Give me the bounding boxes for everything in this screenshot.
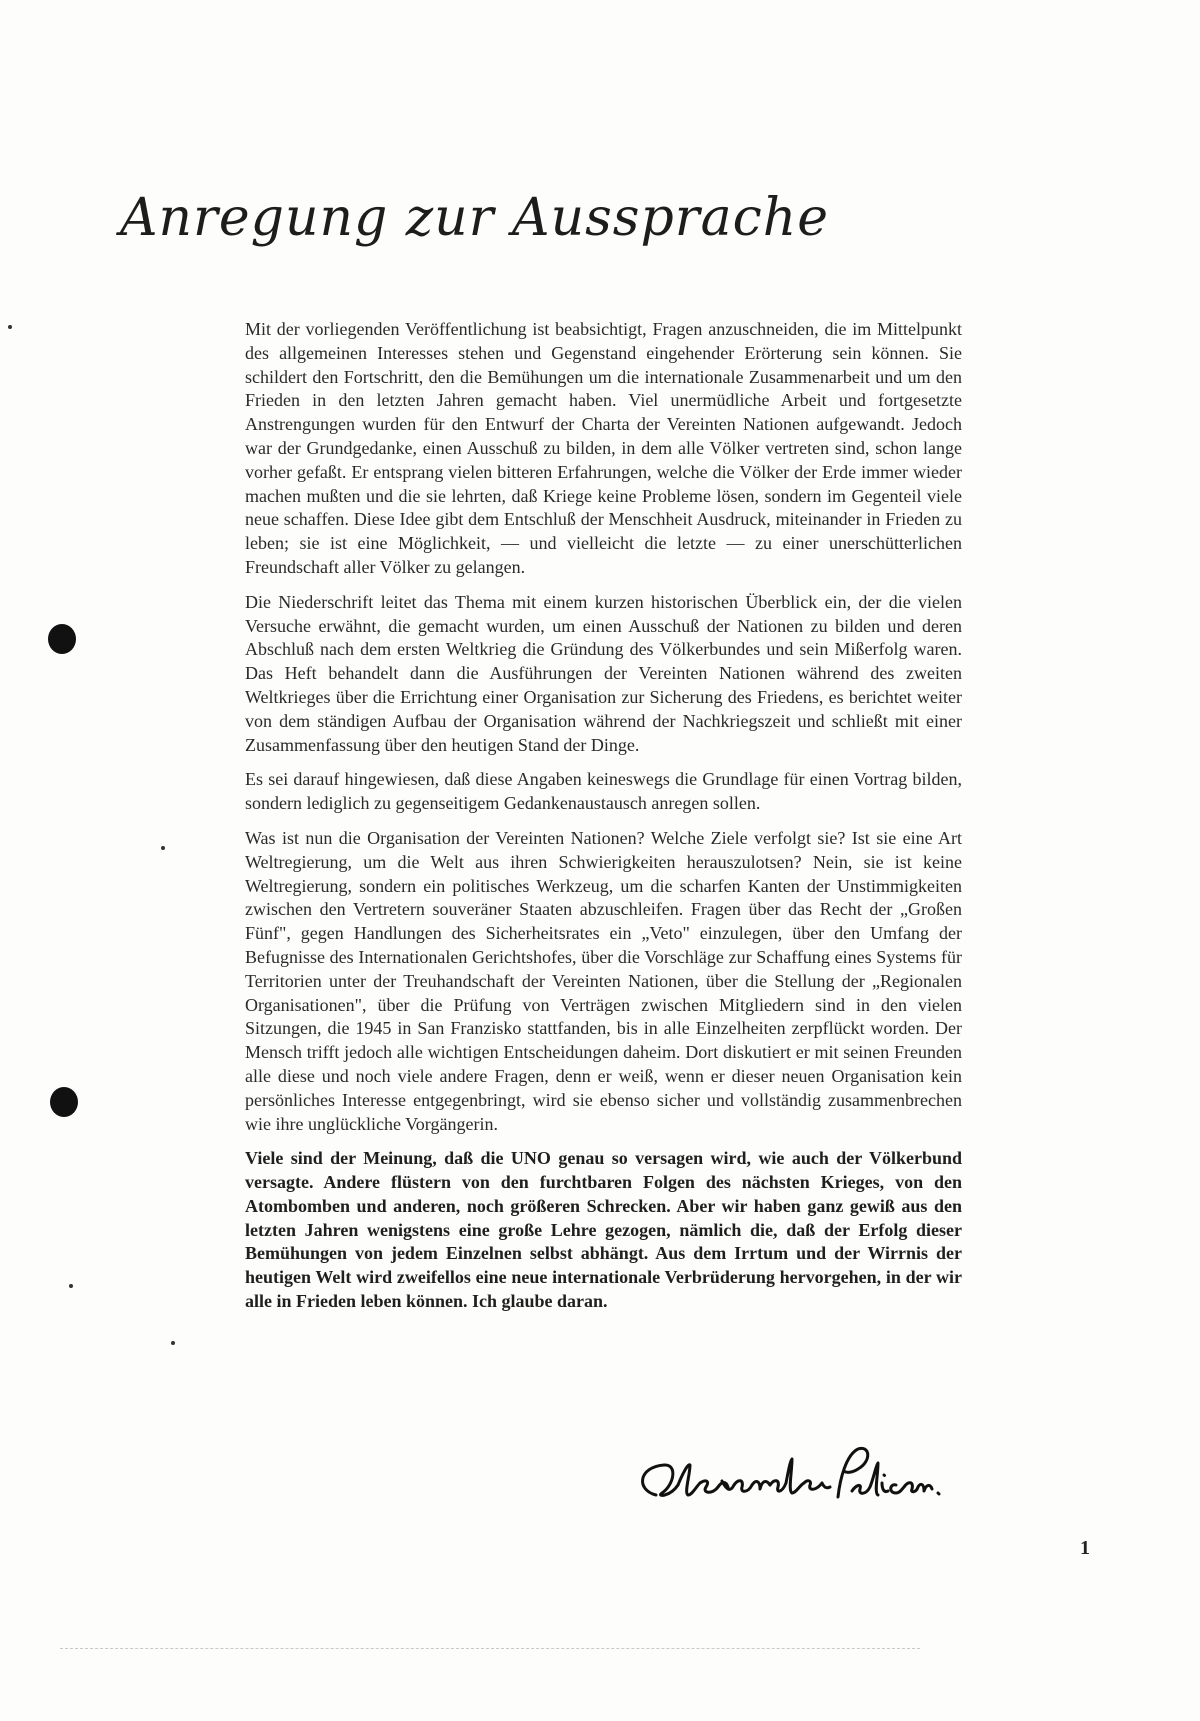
scan-speck [69,1284,73,1288]
scan-speck [8,325,12,329]
page-number: 1 [1080,1537,1090,1559]
scan-edge-line [60,1648,920,1651]
page-title [120,188,829,278]
punch-hole-top [48,624,76,654]
signature-image [626,1435,946,1525]
scan-speck [161,846,165,850]
paragraph-2: Die Niederschrift leitet das Thema mit einem kurzen historischen Überblick ein, der die vielen Versuche erwähnt, die gemacht wurden, um einen Ausschuß der Nationen zu bilden und deren Abschluß nach dem ersten Weltkrieg die Gründung des Völkerbundes und sein Mißerfolg waren. Das Heft behandelt dann die Ausführungen der Vereinten Nationen während des zweiten Weltkrieges über die Errichtung einer Organisation zur Sicherung des Friedens, es berichtet weiter von dem ständigen Aufbau der Organisation während der Nachkriegszeit und schließt mit einer Zusammenfassung über den heutigen Stand der Dinge. [245,591,962,755]
paragraph-5: Viele sind der Meinung, daß die UNO genau so versagen wird, wie auch der Völkerbund versagte. Andere flüstern von den furchtbaren Folgen des nächsten Krieges, von den Atombomben und anderen, noch größeren Schrecken. Aber wir haben ganz gewiß aus den letzten Jahren wenigstens eine große Lehre gezogen, nämlich die, daß der Erfolg dieser Bemühungen von jedem Einzelnen selbst abhängt. Aus dem Irrtum und der Wirrnis der heutigen Welt wird zweifellos eine neue internationale Verbrüderung hervorgehen, in der wir alle in Frieden leben können. Ich glaube daran. [245,1148,962,1312]
title-text: Anregung zur Aussprache [120,188,829,248]
paragraph-3: Es sei darauf hingewiesen, daß diese Angaben keineswegs die Grundlage für einen Vortrag bilden, sondern lediglich zu gegenseitigem Gedankenaustausch anregen sollen. [245,769,962,814]
paragraph-4: Was ist nun die Organisation der Vereinten Nationen? Welche Ziele verfolgt sie? Ist sie eine Art Weltregierung, um die Welt aus ihren Schwierigkeiten herauszulotsen? Nein, sie ist keine Weltregierung, sondern ein politisches Werkzeug, um die scharfen Kanten der Unstimmigkeiten zwischen den Vertretern souveräner Staaten abzuschleifen. Fragen über das Recht der „Großen Fünf", gegen Handlungen des Sicherheitsrates ein „Veto" einzulegen, über den Umfang der Befugnisse des Internationalen Gerichtshofes, über die Vorschläge zur Schaffung eines Systems für Territorien unter der Treuhandschaft der Vereinten Nationen, über die Stellung der „Regionalen Organisationen", über die Prüfung von Verträgen zwischen Mitgliedern sind in den vielen Sitzungen, die 1945 in San Franzisko stattfanden, bis in alle Einzelheiten zerpflückt worden. Der Mensch trifft jedoch alle wichtigen Entscheidungen daheim. Dort diskutiert er mit seinen Freunden alle diese und noch viele andere Fragen, denn er weiß, wenn er dieser neuen Organisation kein persönliches Interesse entgegenbringt, wird sie ebenso sicher und vollständig zusammenbrechen wie ihre unglückliche Vorgängerin. [245,827,962,1134]
scan-speck [171,1341,175,1345]
paragraph-1: Mit der vorliegenden Veröffentlichung ist beabsichtigt, Fragen anzuschneiden, die im Mittelpunkt des allgemeinen Interesses stehen und Gegenstand eingehender Erörterung sein können. Sie schildert den Fortschritt, den die Bemühungen um die internationale Zusammenarbeit und um den Frieden in den letzten Jahren gemacht haben. Viel unermüdliche Arbeit und fortgesetzte Anstrengungen wurden für den Entwurf der Charta der Vereinten Nationen aufgewandt. Jedoch war der Grundgedanke, einen Ausschuß zu bilden, in dem alle Völker vertreten sind, schon lange vorher gefaßt. Er entsprang vielen bitteren Erfahrungen, welche die Völker der Erde immer wieder machen mußten und die sie lehrten, daß Kriege keine Probleme lösen, sondern im Gegenteil viele neue schaffen. Diese Idee gibt dem Entschluß der Menschheit Ausdruck, miteinander in Frieden zu leben; sie ist eine Möglichkeit, — und vielleicht die letzte — zu einer unerschütterlichen Freundschaft aller Völker zu gelangen. [245,319,962,577]
body-text [245,318,962,1325]
punch-hole-bottom [50,1087,78,1117]
